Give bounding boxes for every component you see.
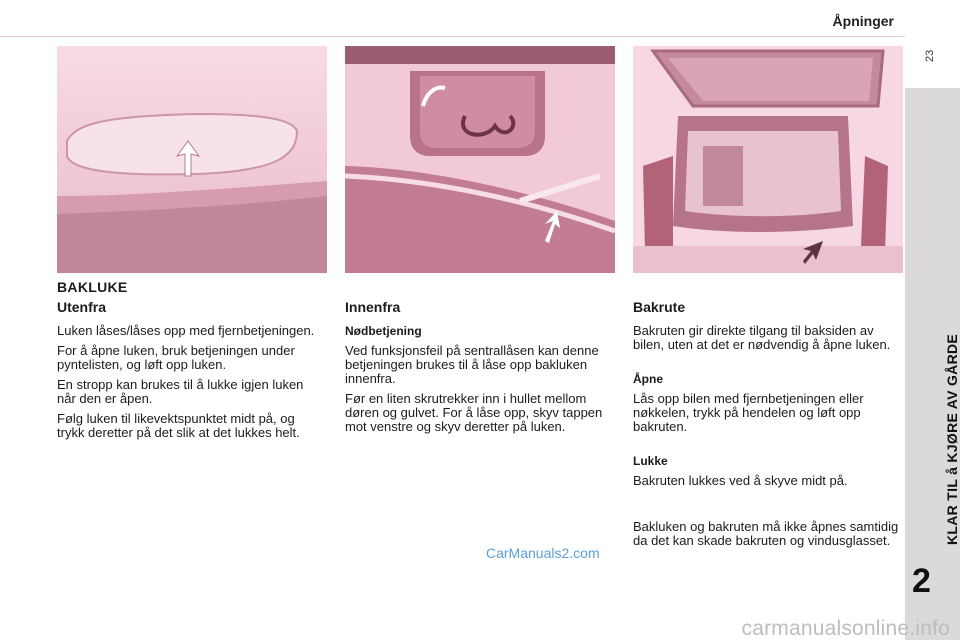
innenfra-column [345, 300, 617, 440]
sidebar-top-area [905, 0, 960, 88]
page-number: 23 [924, 49, 936, 62]
lukke-text: Bakruten lukkes ved å skyve midt på. [633, 473, 848, 488]
header-divider [0, 36, 905, 37]
innenfra-heading: Innenfra [345, 299, 401, 315]
tailgate-handle-photo [57, 46, 327, 273]
bakrute-heading: Bakrute [633, 299, 686, 315]
utenfra-paragraph: En stropp kan brukes til å lukke igjen luken når den er åpen. [57, 377, 304, 406]
lukke-subheading: Lukke [633, 454, 668, 468]
emergency-release-photo [345, 46, 615, 273]
innenfra-paragraph: Før en liten skrutrekker inn i hullet mellom døren og gulvet. For å låse opp, skyv tappen mot venstre og skyv deretter på luken. [345, 391, 603, 434]
apne-subheading: Åpne [633, 372, 663, 386]
utenfra-paragraph: For å åpne luken, bruk betjeningen under pyntelisten, og løft opp luken. [57, 343, 295, 372]
rear-window-photo [633, 46, 903, 273]
nodbetjening-subheading: Nødbetjening [345, 324, 422, 338]
innenfra-paragraph: Ved funksjonsfeil på sentrallåsen kan denne betjeningen brukes til å låse opp bakluken innenfra. [345, 343, 599, 386]
utenfra-paragraph: Luken låses/låses opp med fjernbetjeningen. [57, 323, 315, 338]
chapter-number: 2 [912, 562, 931, 600]
utenfra-heading: Utenfra [57, 299, 107, 315]
utenfra-column [57, 280, 322, 446]
warning-text: Bakluken og bakruten må ikke åpnes samtidig da det kan skade bakruten og vindusglasset. [633, 519, 899, 548]
bakrute-intro: Bakruten gir direkte tilgang til baksiden av bilen, uten at det er nødvendig å åpne luken. [633, 323, 891, 352]
apne-text: Lås opp bilen med fjernbetjeningen eller nøkkelen, trykk på hendelen og løft opp bakruten. [633, 391, 864, 434]
page-header-title: Åpninger [832, 13, 894, 29]
utenfra-paragraph: Følg luken til likevektspunktet midt på, og trykk deretter på det slik at det lukkes helt. [57, 411, 300, 440]
bakrute-column [633, 300, 903, 554]
footer-watermark: carmanualsonline.info [741, 617, 950, 640]
carmanuals-watermark-link[interactable]: CarManuals2.com [486, 545, 600, 561]
chapter-title: KLAR TIL å KJØRE AV GÅRDE [944, 333, 960, 545]
section-title: BAKLUKE [57, 279, 128, 295]
